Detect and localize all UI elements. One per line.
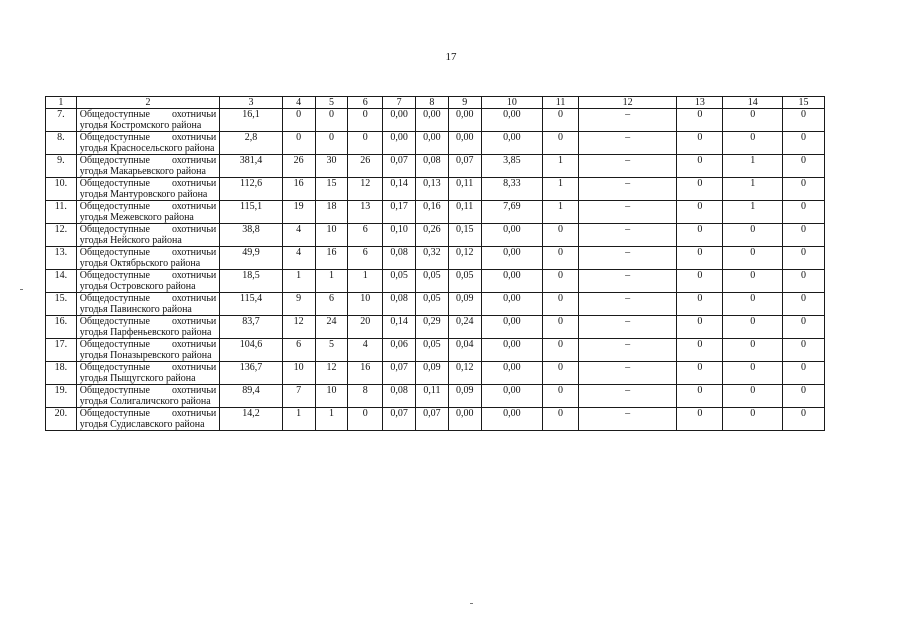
value-cell-col-12: – — [578, 109, 676, 132]
value-cell-col-5: 5 — [315, 339, 348, 362]
row-number-cell: 9. — [46, 155, 77, 178]
hunting-ground-name-cell: Общедоступные охотничьи угодья Парфеньевского района — [76, 316, 220, 339]
value-cell-col-10: 0,00 — [481, 316, 543, 339]
value-cell-col-3: 381,4 — [220, 155, 283, 178]
value-cell-col-12: – — [578, 155, 676, 178]
scan-speck — [470, 603, 473, 604]
value-cell-col-6: 6 — [348, 224, 383, 247]
column-header-13: 13 — [677, 97, 723, 109]
value-cell-col-7: 0,07 — [383, 408, 416, 431]
value-cell-col-12: – — [578, 270, 676, 293]
value-cell-col-13: 0 — [677, 224, 723, 247]
value-cell-col-7: 0,14 — [383, 178, 416, 201]
value-cell-col-5: 0 — [315, 109, 348, 132]
value-cell-col-6: 0 — [348, 109, 383, 132]
value-cell-col-3: 49,9 — [220, 247, 283, 270]
row-number-cell: 14. — [46, 270, 77, 293]
value-cell-col-5: 1 — [315, 408, 348, 431]
table-row — [46, 201, 825, 224]
value-cell-col-7: 0,00 — [383, 109, 416, 132]
value-cell-col-12: – — [578, 362, 676, 385]
value-cell-col-5: 18 — [315, 201, 348, 224]
value-cell-col-10: 0,00 — [481, 224, 543, 247]
table-row — [46, 270, 825, 293]
value-cell-col-5: 10 — [315, 224, 348, 247]
value-cell-col-10: 0,00 — [481, 293, 543, 316]
value-cell-col-15: 0 — [782, 155, 824, 178]
value-cell-col-6: 13 — [348, 201, 383, 224]
value-cell-col-10: 0,00 — [481, 247, 543, 270]
value-cell-col-10: 0,00 — [481, 132, 543, 155]
value-cell-col-5: 1 — [315, 270, 348, 293]
value-cell-col-13: 0 — [677, 132, 723, 155]
value-cell-col-4: 16 — [282, 178, 315, 201]
row-number-cell: 18. — [46, 362, 77, 385]
value-cell-col-9: 0,24 — [448, 316, 481, 339]
table-row — [46, 339, 825, 362]
table-row — [46, 293, 825, 316]
value-cell-col-14: 0 — [723, 247, 782, 270]
value-cell-col-13: 0 — [677, 270, 723, 293]
value-cell-col-10: 3,85 — [481, 155, 543, 178]
value-cell-col-13: 0 — [677, 293, 723, 316]
value-cell-col-10: 0,00 — [481, 362, 543, 385]
value-cell-col-5: 16 — [315, 247, 348, 270]
value-cell-col-12: – — [578, 247, 676, 270]
value-cell-col-9: 0,00 — [448, 109, 481, 132]
value-cell-col-11: 0 — [543, 362, 579, 385]
value-cell-col-4: 19 — [282, 201, 315, 224]
table-row — [46, 109, 825, 132]
value-cell-col-5: 0 — [315, 132, 348, 155]
value-cell-col-6: 0 — [348, 408, 383, 431]
value-cell-col-5: 24 — [315, 316, 348, 339]
value-cell-col-10: 0,00 — [481, 385, 543, 408]
column-header-4: 4 — [282, 97, 315, 109]
value-cell-col-13: 0 — [677, 339, 723, 362]
value-cell-col-15: 0 — [782, 316, 824, 339]
value-cell-col-4: 0 — [282, 132, 315, 155]
value-cell-col-12: – — [578, 316, 676, 339]
value-cell-col-7: 0,10 — [383, 224, 416, 247]
value-cell-col-8: 0,07 — [416, 408, 449, 431]
value-cell-col-13: 0 — [677, 109, 723, 132]
value-cell-col-15: 0 — [782, 270, 824, 293]
value-cell-col-9: 0,00 — [448, 408, 481, 431]
value-cell-col-14: 0 — [723, 293, 782, 316]
value-cell-col-4: 6 — [282, 339, 315, 362]
value-cell-col-10: 0,00 — [481, 109, 543, 132]
value-cell-col-7: 0,14 — [383, 316, 416, 339]
column-header-14: 14 — [723, 97, 782, 109]
value-cell-col-13: 0 — [677, 408, 723, 431]
value-cell-col-9: 0,00 — [448, 132, 481, 155]
value-cell-col-5: 15 — [315, 178, 348, 201]
value-cell-col-11: 0 — [543, 270, 579, 293]
value-cell-col-12: – — [578, 224, 676, 247]
value-cell-col-8: 0,32 — [416, 247, 449, 270]
value-cell-col-12: – — [578, 339, 676, 362]
row-number-cell: 20. — [46, 408, 77, 431]
table-row — [46, 224, 825, 247]
column-header-1: 1 — [46, 97, 77, 109]
value-cell-col-11: 0 — [543, 109, 579, 132]
table-row — [46, 316, 825, 339]
value-cell-col-9: 0,05 — [448, 270, 481, 293]
value-cell-col-8: 0,05 — [416, 270, 449, 293]
column-header-7: 7 — [383, 97, 416, 109]
hunting-ground-name-cell: Общедоступные охотничьи угодья Красносельского района — [76, 132, 220, 155]
value-cell-col-3: 104,6 — [220, 339, 283, 362]
value-cell-col-14: 1 — [723, 155, 782, 178]
data-table — [45, 96, 825, 431]
value-cell-col-14: 1 — [723, 201, 782, 224]
value-cell-col-13: 0 — [677, 201, 723, 224]
value-cell-col-8: 0,11 — [416, 385, 449, 408]
value-cell-col-13: 0 — [677, 247, 723, 270]
value-cell-col-4: 4 — [282, 247, 315, 270]
column-header-12: 12 — [578, 97, 676, 109]
row-number-cell: 16. — [46, 316, 77, 339]
scan-speck — [20, 289, 23, 290]
value-cell-col-7: 0,05 — [383, 270, 416, 293]
value-cell-col-11: 0 — [543, 132, 579, 155]
value-cell-col-14: 0 — [723, 224, 782, 247]
value-cell-col-10: 0,00 — [481, 270, 543, 293]
value-cell-col-3: 14,2 — [220, 408, 283, 431]
value-cell-col-13: 0 — [677, 385, 723, 408]
value-cell-col-15: 0 — [782, 385, 824, 408]
table-row — [46, 132, 825, 155]
value-cell-col-15: 0 — [782, 132, 824, 155]
hunting-ground-name-cell: Общедоступные охотничьи угодья Пыщугского района — [76, 362, 220, 385]
value-cell-col-15: 0 — [782, 408, 824, 431]
value-cell-col-15: 0 — [782, 247, 824, 270]
value-cell-col-8: 0,16 — [416, 201, 449, 224]
value-cell-col-12: – — [578, 132, 676, 155]
hunting-ground-name-cell: Общедоступные охотничьи угодья Костромского района — [76, 109, 220, 132]
value-cell-col-12: – — [578, 178, 676, 201]
value-cell-col-3: 112,6 — [220, 178, 283, 201]
value-cell-col-9: 0,11 — [448, 178, 481, 201]
value-cell-col-5: 10 — [315, 385, 348, 408]
value-cell-col-15: 0 — [782, 109, 824, 132]
value-cell-col-9: 0,11 — [448, 201, 481, 224]
value-cell-col-4: 0 — [282, 109, 315, 132]
value-cell-col-3: 89,4 — [220, 385, 283, 408]
value-cell-col-15: 0 — [782, 339, 824, 362]
value-cell-col-9: 0,15 — [448, 224, 481, 247]
value-cell-col-14: 0 — [723, 316, 782, 339]
value-cell-col-7: 0,00 — [383, 132, 416, 155]
column-header-8: 8 — [416, 97, 449, 109]
column-header-10: 10 — [481, 97, 543, 109]
value-cell-col-8: 0,26 — [416, 224, 449, 247]
value-cell-col-12: – — [578, 385, 676, 408]
value-cell-col-4: 1 — [282, 408, 315, 431]
hunting-ground-name-cell: Общедоступные охотничьи угодья Поназыревского района — [76, 339, 220, 362]
value-cell-col-6: 4 — [348, 339, 383, 362]
value-cell-col-4: 7 — [282, 385, 315, 408]
value-cell-col-8: 0,00 — [416, 109, 449, 132]
value-cell-col-14: 0 — [723, 109, 782, 132]
value-cell-col-8: 0,08 — [416, 155, 449, 178]
value-cell-col-14: 0 — [723, 270, 782, 293]
value-cell-col-14: 1 — [723, 178, 782, 201]
value-cell-col-7: 0,08 — [383, 385, 416, 408]
value-cell-col-7: 0,17 — [383, 201, 416, 224]
value-cell-col-9: 0,07 — [448, 155, 481, 178]
value-cell-col-14: 0 — [723, 385, 782, 408]
value-cell-col-11: 0 — [543, 247, 579, 270]
row-number-cell: 8. — [46, 132, 77, 155]
value-cell-col-9: 0,12 — [448, 362, 481, 385]
table-row — [46, 408, 825, 431]
column-header-15: 15 — [782, 97, 824, 109]
hunting-ground-name-cell: Общедоступные охотничьи угодья Макарьевского района — [76, 155, 220, 178]
row-number-cell: 15. — [46, 293, 77, 316]
value-cell-col-14: 0 — [723, 408, 782, 431]
table-row — [46, 385, 825, 408]
value-cell-col-3: 115,1 — [220, 201, 283, 224]
value-cell-col-13: 0 — [677, 362, 723, 385]
value-cell-col-5: 30 — [315, 155, 348, 178]
value-cell-col-8: 0,00 — [416, 132, 449, 155]
value-cell-col-13: 0 — [677, 316, 723, 339]
value-cell-col-5: 12 — [315, 362, 348, 385]
value-cell-col-15: 0 — [782, 224, 824, 247]
value-cell-col-14: 0 — [723, 362, 782, 385]
value-cell-col-8: 0,13 — [416, 178, 449, 201]
value-cell-col-6: 0 — [348, 132, 383, 155]
value-cell-col-11: 1 — [543, 201, 579, 224]
value-cell-col-8: 0,29 — [416, 316, 449, 339]
row-number-cell: 13. — [46, 247, 77, 270]
column-header-11: 11 — [543, 97, 579, 109]
value-cell-col-8: 0,05 — [416, 293, 449, 316]
value-cell-col-10: 0,00 — [481, 339, 543, 362]
value-cell-col-7: 0,08 — [383, 247, 416, 270]
value-cell-col-6: 1 — [348, 270, 383, 293]
value-cell-col-7: 0,06 — [383, 339, 416, 362]
value-cell-col-3: 38,8 — [220, 224, 283, 247]
value-cell-col-9: 0,12 — [448, 247, 481, 270]
value-cell-col-11: 0 — [543, 408, 579, 431]
value-cell-col-5: 6 — [315, 293, 348, 316]
table-row — [46, 155, 825, 178]
column-header-3: 3 — [220, 97, 283, 109]
hunting-ground-name-cell: Общедоступные охотничьи угодья Судиславского района — [76, 408, 220, 431]
value-cell-col-10: 7,69 — [481, 201, 543, 224]
value-cell-col-15: 0 — [782, 293, 824, 316]
value-cell-col-12: – — [578, 293, 676, 316]
value-cell-col-14: 0 — [723, 339, 782, 362]
row-number-cell: 17. — [46, 339, 77, 362]
value-cell-col-3: 115,4 — [220, 293, 283, 316]
value-cell-col-10: 8,33 — [481, 178, 543, 201]
hunting-ground-name-cell: Общедоступные охотничьи угодья Солигаличского района — [76, 385, 220, 408]
hunting-ground-name-cell: Общедоступные охотничьи угодья Октябрьского района — [76, 247, 220, 270]
value-cell-col-13: 0 — [677, 155, 723, 178]
value-cell-col-3: 16,1 — [220, 109, 283, 132]
value-cell-col-7: 0,07 — [383, 362, 416, 385]
hunting-ground-name-cell: Общедоступные охотничьи угодья Межевского района — [76, 201, 220, 224]
table-row — [46, 178, 825, 201]
value-cell-col-8: 0,09 — [416, 362, 449, 385]
hunting-ground-name-cell: Общедоступные охотничьи угодья Нейского района — [76, 224, 220, 247]
header-row — [46, 97, 825, 109]
value-cell-col-9: 0,09 — [448, 385, 481, 408]
value-cell-col-4: 10 — [282, 362, 315, 385]
row-number-cell: 7. — [46, 109, 77, 132]
value-cell-col-6: 12 — [348, 178, 383, 201]
value-cell-col-6: 16 — [348, 362, 383, 385]
value-cell-col-4: 1 — [282, 270, 315, 293]
column-header-2: 2 — [76, 97, 220, 109]
value-cell-col-11: 0 — [543, 385, 579, 408]
value-cell-col-15: 0 — [782, 362, 824, 385]
value-cell-col-7: 0,08 — [383, 293, 416, 316]
value-cell-col-10: 0,00 — [481, 408, 543, 431]
row-number-cell: 19. — [46, 385, 77, 408]
row-number-cell: 10. — [46, 178, 77, 201]
table-row — [46, 362, 825, 385]
value-cell-col-14: 0 — [723, 132, 782, 155]
value-cell-col-15: 0 — [782, 178, 824, 201]
page-number: 17 — [445, 51, 457, 63]
hunting-ground-name-cell: Общедоступные охотничьи угодья Павинского района — [76, 293, 220, 316]
column-header-6: 6 — [348, 97, 383, 109]
value-cell-col-12: – — [578, 408, 676, 431]
value-cell-col-6: 20 — [348, 316, 383, 339]
value-cell-col-7: 0,07 — [383, 155, 416, 178]
value-cell-col-6: 6 — [348, 247, 383, 270]
value-cell-col-3: 136,7 — [220, 362, 283, 385]
value-cell-col-3: 2,8 — [220, 132, 283, 155]
row-number-cell: 11. — [46, 201, 77, 224]
value-cell-col-4: 12 — [282, 316, 315, 339]
value-cell-col-4: 26 — [282, 155, 315, 178]
value-cell-col-6: 8 — [348, 385, 383, 408]
value-cell-col-11: 1 — [543, 178, 579, 201]
value-cell-col-4: 9 — [282, 293, 315, 316]
value-cell-col-6: 26 — [348, 155, 383, 178]
value-cell-col-11: 0 — [543, 339, 579, 362]
value-cell-col-11: 1 — [543, 155, 579, 178]
value-cell-col-13: 0 — [677, 178, 723, 201]
value-cell-col-11: 0 — [543, 316, 579, 339]
hunting-ground-name-cell: Общедоступные охотничьи угодья Мантуровского района — [76, 178, 220, 201]
value-cell-col-9: 0,09 — [448, 293, 481, 316]
table-body — [46, 109, 825, 431]
table-header — [46, 97, 825, 109]
column-header-5: 5 — [315, 97, 348, 109]
hunting-ground-name-cell: Общедоступные охотничьи угодья Островского района — [76, 270, 220, 293]
value-cell-col-3: 83,7 — [220, 316, 283, 339]
value-cell-col-9: 0,04 — [448, 339, 481, 362]
value-cell-col-4: 4 — [282, 224, 315, 247]
column-header-9: 9 — [448, 97, 481, 109]
value-cell-col-11: 0 — [543, 224, 579, 247]
value-cell-col-8: 0,05 — [416, 339, 449, 362]
value-cell-col-12: – — [578, 201, 676, 224]
value-cell-col-3: 18,5 — [220, 270, 283, 293]
row-number-cell: 12. — [46, 224, 77, 247]
table-row — [46, 247, 825, 270]
value-cell-col-6: 10 — [348, 293, 383, 316]
value-cell-col-11: 0 — [543, 293, 579, 316]
value-cell-col-15: 0 — [782, 201, 824, 224]
